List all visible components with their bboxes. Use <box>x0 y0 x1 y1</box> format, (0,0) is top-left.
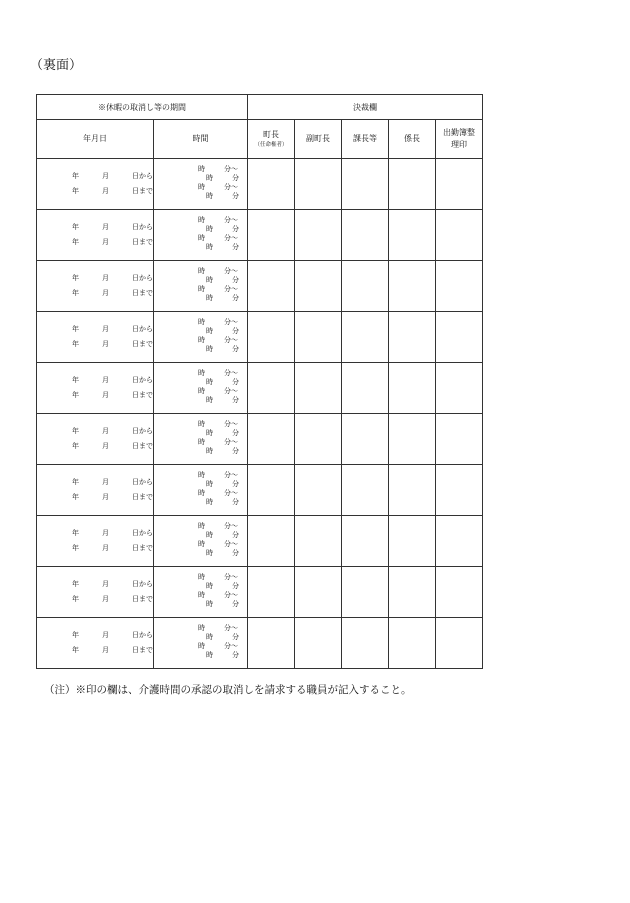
date-from-line: 年 月 日から <box>72 427 153 435</box>
time-cell[interactable] <box>154 159 248 210</box>
time-block: 時 分～ 時 分 時 分～ 時 分 <box>198 624 239 659</box>
table-row <box>37 465 483 516</box>
mayor-seal-cell[interactable] <box>248 567 295 618</box>
time-cell[interactable] <box>154 312 248 363</box>
date-from-line: 年 月 日から <box>72 223 153 231</box>
date-column-header: 年月日 <box>37 120 154 159</box>
attendance-seal-cell[interactable] <box>436 465 483 516</box>
date-to-line: 年 月 日まで <box>72 289 153 297</box>
date-to-line: 年 月 日まで <box>72 391 153 399</box>
date-from-line: 年 月 日から <box>72 274 153 282</box>
date-cell[interactable] <box>37 567 154 618</box>
mayor-label: 町長 <box>263 130 279 139</box>
section-chief-seal-cell[interactable] <box>342 516 389 567</box>
section-chief-seal-cell[interactable] <box>342 159 389 210</box>
date-from-line: 年 月 日から <box>72 325 153 333</box>
date-cell[interactable] <box>37 210 154 261</box>
time-block: 時 分～ 時 分 時 分～ 時 分 <box>198 369 239 404</box>
approval-group-header: 決裁欄 <box>248 95 483 120</box>
chief-seal-cell[interactable] <box>389 414 436 465</box>
attendance-seal-cell[interactable] <box>436 414 483 465</box>
mayor-seal-cell[interactable] <box>248 159 295 210</box>
time-cell[interactable] <box>154 567 248 618</box>
deputy-mayor-seal-cell[interactable] <box>295 516 342 567</box>
deputy-mayor-column-header: 副町長 <box>295 120 342 159</box>
time-block: 時 分～ 時 分 時 分～ 時 分 <box>198 471 239 506</box>
table-row <box>37 414 483 465</box>
chief-seal-cell[interactable] <box>389 210 436 261</box>
date-from-line: 年 月 日から <box>72 478 153 486</box>
deputy-mayor-seal-cell[interactable] <box>295 312 342 363</box>
chief-seal-cell[interactable] <box>389 363 436 414</box>
deputy-mayor-seal-cell[interactable] <box>295 465 342 516</box>
date-to-line: 年 月 日まで <box>72 646 153 654</box>
deputy-mayor-seal-cell[interactable] <box>295 414 342 465</box>
time-cell[interactable] <box>154 618 248 669</box>
date-cell[interactable] <box>37 414 154 465</box>
mayor-seal-cell[interactable] <box>248 363 295 414</box>
table-row <box>37 363 483 414</box>
chief-seal-cell[interactable] <box>389 261 436 312</box>
mayor-seal-cell[interactable] <box>248 312 295 363</box>
date-cell[interactable] <box>37 465 154 516</box>
attendance-seal-cell[interactable] <box>436 618 483 669</box>
date-from-line: 年 月 日から <box>72 172 153 180</box>
date-to-line: 年 月 日まで <box>72 442 153 450</box>
chief-seal-cell[interactable] <box>389 465 436 516</box>
date-to-line: 年 月 日まで <box>72 340 153 348</box>
attendance-seal-cell[interactable] <box>436 516 483 567</box>
section-chief-seal-cell[interactable] <box>342 618 389 669</box>
date-from-line: 年 月 日から <box>72 376 153 384</box>
section-chief-seal-cell[interactable] <box>342 414 389 465</box>
date-to-line: 年 月 日まで <box>72 238 153 246</box>
date-from-line: 年 月 日から <box>72 529 153 537</box>
attendance-seal-cell[interactable] <box>436 210 483 261</box>
time-cell[interactable] <box>154 363 248 414</box>
chief-column-header: 係長 <box>389 120 436 159</box>
table-row <box>37 312 483 363</box>
mayor-seal-cell[interactable] <box>248 465 295 516</box>
time-column-header: 時間 <box>154 120 248 159</box>
attendance-column-header <box>436 120 483 159</box>
time-block: 時 分～ 時 分 時 分～ 時 分 <box>198 216 239 251</box>
table-row <box>37 261 483 312</box>
mayor-seal-cell[interactable] <box>248 414 295 465</box>
time-cell[interactable] <box>154 414 248 465</box>
table-row <box>37 567 483 618</box>
mayor-seal-cell[interactable] <box>248 261 295 312</box>
table-row <box>37 618 483 669</box>
deputy-mayor-seal-cell[interactable] <box>295 363 342 414</box>
section-chief-seal-cell[interactable] <box>342 210 389 261</box>
chief-seal-cell[interactable] <box>389 159 436 210</box>
footnote: （注）※印の欄は、介護時間の承認の取消しを請求する職員が記入すること。 <box>44 684 412 696</box>
time-cell[interactable] <box>154 516 248 567</box>
chief-seal-cell[interactable] <box>389 618 436 669</box>
deputy-mayor-seal-cell[interactable] <box>295 159 342 210</box>
mayor-seal-cell[interactable] <box>248 210 295 261</box>
chief-seal-cell[interactable] <box>389 516 436 567</box>
attendance-seal-cell[interactable] <box>436 159 483 210</box>
period-group-header: ※休暇の取消し等の期間 <box>37 95 248 120</box>
time-cell[interactable] <box>154 210 248 261</box>
time-block: 時 分～ 時 分 時 分～ 時 分 <box>198 573 239 608</box>
section-chief-seal-cell[interactable] <box>342 465 389 516</box>
date-to-line: 年 月 日まで <box>72 544 153 552</box>
date-cell[interactable] <box>37 261 154 312</box>
time-block: 時 分～ 時 分 時 分～ 時 分 <box>198 420 239 455</box>
attendance-label: 出勤簿整理印 <box>443 128 475 149</box>
mayor-column-header <box>248 120 295 159</box>
chief-seal-cell[interactable] <box>389 567 436 618</box>
chief-seal-cell[interactable] <box>389 312 436 363</box>
section-chief-column-header: 課長等 <box>342 120 389 159</box>
mayor-seal-cell[interactable] <box>248 618 295 669</box>
table-row <box>37 159 483 210</box>
time-block: 時 分～ 時 分 時 分～ 時 分 <box>198 267 239 302</box>
deputy-mayor-seal-cell[interactable] <box>295 618 342 669</box>
date-to-line: 年 月 日まで <box>72 493 153 501</box>
table-row <box>37 516 483 567</box>
time-block: 時 分～ 時 分 時 分～ 時 分 <box>198 165 239 200</box>
deputy-mayor-seal-cell[interactable] <box>295 567 342 618</box>
time-cell[interactable] <box>154 261 248 312</box>
time-block: 時 分～ 時 分 時 分～ 時 分 <box>198 318 239 353</box>
section-chief-seal-cell[interactable] <box>342 261 389 312</box>
date-cell[interactable] <box>37 312 154 363</box>
table-row <box>37 210 483 261</box>
time-cell[interactable] <box>154 465 248 516</box>
leave-cancellation-table <box>36 94 483 669</box>
date-from-line: 年 月 日から <box>72 631 153 639</box>
date-cell[interactable] <box>37 159 154 210</box>
date-to-line: 年 月 日まで <box>72 595 153 603</box>
date-to-line: 年 月 日まで <box>72 187 153 195</box>
date-cell[interactable] <box>37 363 154 414</box>
attendance-seal-cell[interactable] <box>436 567 483 618</box>
date-cell[interactable] <box>37 618 154 669</box>
attendance-seal-cell[interactable] <box>436 261 483 312</box>
date-cell[interactable] <box>37 516 154 567</box>
deputy-mayor-seal-cell[interactable] <box>295 261 342 312</box>
time-block: 時 分～ 時 分 時 分～ 時 分 <box>198 522 239 557</box>
section-chief-seal-cell[interactable] <box>342 567 389 618</box>
attendance-seal-cell[interactable] <box>436 363 483 414</box>
date-from-line: 年 月 日から <box>72 580 153 588</box>
section-chief-seal-cell[interactable] <box>342 312 389 363</box>
mayor-seal-cell[interactable] <box>248 516 295 567</box>
mayor-note: （任命権者） <box>254 142 288 148</box>
attendance-seal-cell[interactable] <box>436 312 483 363</box>
section-chief-seal-cell[interactable] <box>342 363 389 414</box>
page-label: （裏面） <box>30 58 83 73</box>
deputy-mayor-seal-cell[interactable] <box>295 210 342 261</box>
